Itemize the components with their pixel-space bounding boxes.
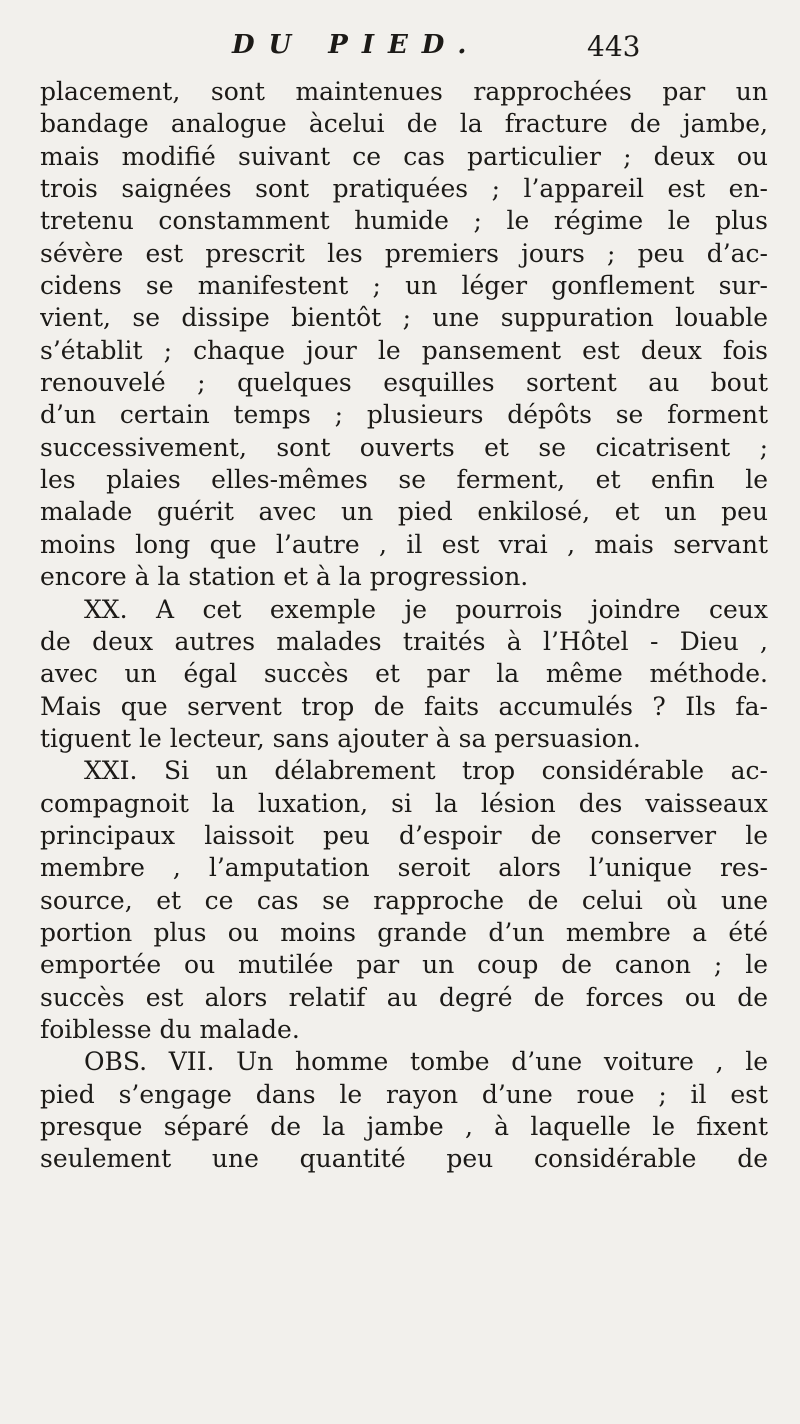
text-line: moins long que l’autre , il est vrai , mais servant — [40, 529, 768, 559]
text-line: trois saignées sont pratiquées ; l’appareil est en- — [40, 174, 768, 204]
text-line: emportée ou mutilée par un coup de canon ; le — [40, 950, 768, 980]
text-line: seulement une quantité peu considérable de — [40, 1144, 768, 1174]
text-line: encore à la station et à la progression. — [40, 562, 529, 592]
text-line: source, et ce cas se rapproche de celui où une — [40, 885, 768, 915]
running-head — [232, 30, 712, 70]
body-text — [40, 76, 768, 1176]
text-line: bandage analogue àcelui de la fracture de jambe, — [40, 109, 768, 139]
text-line: avec un égal succès et par la même méthode. — [40, 659, 768, 689]
text-line: XXI. Si un délabrement trop considérable ac- — [84, 756, 768, 786]
text-line: presque séparé de la jambe , à laquelle le fixent — [40, 1112, 768, 1141]
text-line: pied s’engage dans le rayon d’une roue ; il est — [40, 1079, 768, 1109]
text-line: portion plus ou moins grande d’un membre a été — [40, 917, 768, 947]
text-line: successivement, sont ouverts et se cicatrisent ; — [40, 432, 768, 462]
text-line: tretenu constamment humide ; le régime le plus — [40, 206, 768, 236]
text-line: vient, se dissipe bientôt ; une suppuration louable — [40, 303, 768, 333]
text-line: cidens se manifestent ; un léger gonflement sur- — [40, 271, 768, 301]
text-line: OBS. VII. Un homme tombe d’une voiture , le — [84, 1047, 768, 1077]
text-line: les plaies elles-mêmes se ferment, et enfin le — [40, 465, 768, 495]
text-line: d’un certain temps ; plusieurs dépôts se forment — [40, 400, 768, 430]
text-line: malade guérit avec un pied enkilosé, et un peu — [40, 497, 768, 527]
running-title: DU PIED. — [232, 30, 481, 60]
text-line: principaux laissoit peu d’espoir de conserver le — [40, 820, 768, 850]
text-line: s’établit ; chaque jour le pansement est deux fois — [40, 335, 768, 365]
text-line: sévère est prescrit les premiers jours ; peu d’ac- — [40, 238, 768, 268]
text-line: placement, sont maintenues rapprochées par un — [40, 77, 768, 106]
page-number: 443 — [587, 30, 641, 63]
text-line: renouvelé ; quelques esquilles sortent au bout — [40, 368, 768, 398]
text-line: XX. A cet exemple je pourrois joindre ceux — [84, 594, 768, 624]
text-line: foiblesse du malade. — [40, 1014, 300, 1044]
text-line: membre , l’amputation seroit alors l’unique res- — [40, 853, 768, 883]
text-line: tiguent le lecteur, sans ajouter à sa persuasion. — [40, 723, 641, 753]
text-line: succès est alors relatif au degré de forces ou de — [40, 982, 768, 1012]
text-line: compagnoit la luxation, si la lésion des vaisseaux — [40, 788, 768, 818]
text-line: mais modifié suivant ce cas particulier ; deux ou — [40, 141, 768, 171]
text-line: Mais que servent trop de faits accumulés ? Ils fa- — [40, 691, 768, 721]
text-line: de deux autres malades traités à l’Hôtel - Dieu , — [40, 626, 768, 656]
